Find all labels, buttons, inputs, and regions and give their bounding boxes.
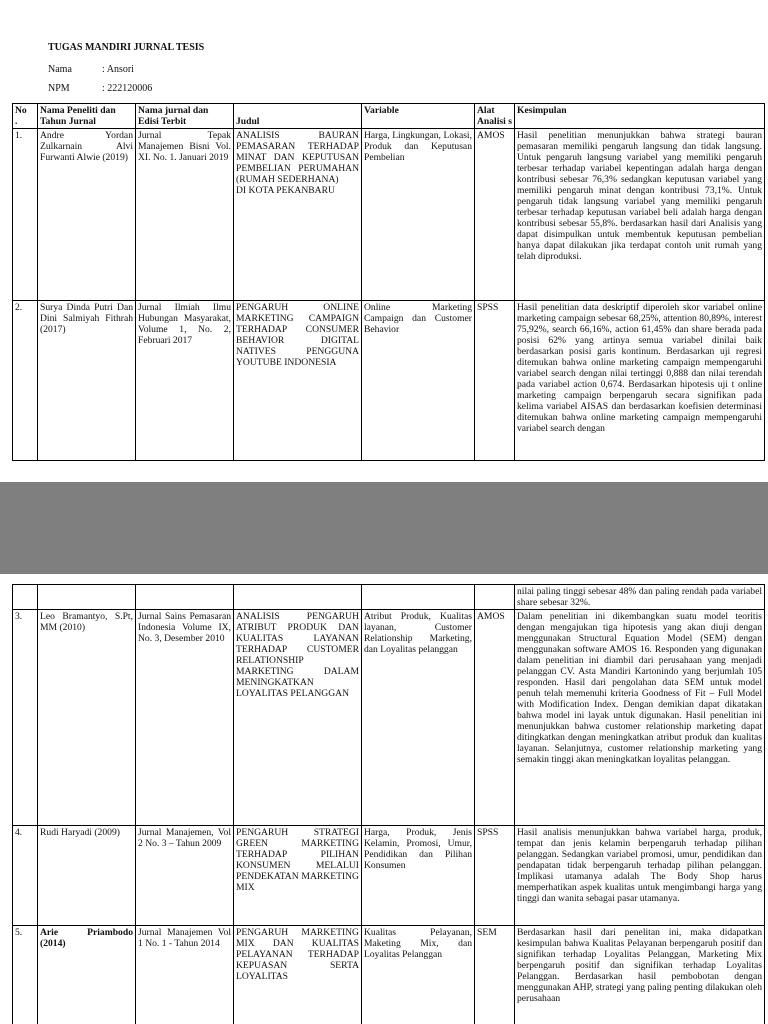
cell-judul: ANALISIS PENGARUH ATRIBUT PRODUK DAN KUALITAS LAYANAN TERHADAP CUSTOMER RELATIONSHIP MARKETING DALAM MENINGKATKAN LOYALITAS PELANGGAN — [234, 610, 362, 826]
cell-variable: Harga, Produk, Jenis Kelamin, Promosi, Umur, Pendidikan dan Pilihan Konsumen — [362, 826, 475, 926]
header-no: No . — [13, 104, 38, 129]
cell-jurnal: Jurnal Sains Pemasaran Indonesia Volume IX, No. 3, Desember 2010 — [136, 610, 234, 826]
table-row — [13, 301, 765, 461]
cell-peneliti: Arie Priambodo (2014) — [38, 926, 136, 1024]
name-label: Nama — [48, 64, 72, 75]
header-peneliti: Nama Peneliti dan Tahun Jurnal — [38, 104, 136, 129]
cell-kesimpulan: Berdasarkan hasil dari penelitan ini, maka didapatkan kesimpulan bahwa Kualitas Pelayanan berpengaruh positif dan signifikan terhadap Loyalitas Pelanggan, Marketing Mix berpengaruh positif dan signifikan terhadap Loyalitas Pelanggan. Berdasarkan hasil pembobotan dengan menggunakan AHP, strategi yang paling penting dilakukan oleh perusahaan — [515, 926, 765, 1024]
cell-judul: PENGARUH MARKETING MIX DAN KUALITAS PELAYANAN TERHADAP KEPUASAN SERTA LOYALITAS — [234, 926, 362, 1024]
cell-judul: ANALISIS BAURAN PEMASARAN TERHADAP MINAT DAN KEPUTUSAN PEMBELIAN PERUMAHAN (RUMAH SEDERHANA) DI KOTA PEKANBARU — [234, 129, 362, 301]
cell-judul: PENGARUH STRATEGI GREEN MARKETING TERHADAP PILIHAN KONSUMEN MELALUI PENDEKATAN MARKETING MIX — [234, 826, 362, 926]
cell-no: 1. — [13, 129, 38, 301]
header-kesimpulan: Kesimpulan — [515, 104, 765, 129]
table-row — [13, 610, 765, 826]
table-row — [13, 926, 765, 1024]
header-jurnal: Nama jurnal dan Edisi Terbit — [136, 104, 234, 129]
cell-alat: SPSS — [475, 826, 515, 926]
table-header-row — [13, 104, 765, 129]
cell-jurnal: Jurnal Manajemen, Vol 2 No. 3 – Tahun 2009 — [136, 826, 234, 926]
journal-table-page-2 — [12, 584, 765, 1024]
document-title: TUGAS MANDIRI JURNAL TESIS — [48, 42, 205, 53]
cell-kesimpulan: Hasil penelitian data deskriptif diperoleh skor variabel online marketing campaign sebesar 68,25%, attention 80,89%, interest 75,92%, search 66,16%, action 61,45% dan share berada pada posisi 62% yang artinya semua variabel dinilai baik berdasarkan posisi garis kontinum. Berdasarkan uji regresi ditemukan bahwa online marketing campaign mempengaruhi variabel search dengan nilai tertinggi 0,888 dan nilai terendah pada variabel action 0,674. Berdasarkan hipotesis uji t online marketing campaign berpengaruh secara signifikan pada kelima variabel AISAS dan berdasarkan koefisien determinasi ditemukan bahwa online marketing campaign mempengaruhi variabel search dengan — [515, 301, 765, 461]
table-row-continued — [13, 585, 765, 610]
cell-variable: Atribut Produk, Kualitas layanan, Customer Relationship Marketing, dan Loyalitas pelanggan — [362, 610, 475, 826]
cell-variable: Online Marketing Campaign dan Customer Behavior — [362, 301, 475, 461]
table-row — [13, 826, 765, 926]
cell-peneliti: Rudi Haryadi (2009) — [38, 826, 136, 926]
name-value: : Ansori — [102, 64, 134, 75]
document-page-2 — [0, 574, 768, 1024]
cell-judul: PENGARUH ONLINE MARKETING CAMPAIGN TERHADAP CONSUMER BEHAVIOR DIGITAL NATIVES PENGGUNA YOUTUBE INDONESIA — [234, 301, 362, 461]
cell-peneliti: Andre Yordan Zulkarnain Alvi Furwanti Alwie (2019) — [38, 129, 136, 301]
npm-value: : 222120006 — [102, 83, 153, 94]
header-alat: Alat Analisi s — [475, 104, 515, 129]
document-page-1 — [0, 0, 768, 482]
cell-no: 3. — [13, 610, 38, 826]
cell-alat: AMOS — [475, 610, 515, 826]
cell-kesimpulan: Dalam penelitian ini dikembangkan suatu model teoritis dengan mengajukan tiga hipotesis yang akan diuji dengan menggunakan Structural Equation Model (SEM) dengan menggunakan software AMOS 16. Responden yang digunakan dalam penelitian ini diambil dari perusahaan yang menjadi pelanggan CV. Asta Mandiri Kartonindo yang berjumlah 105 responden. Hasil dari pengolahan data SEM untuk model penuh telah memenuhi kriteria Goodness of Fit – Full Model with Modification Index. Dengan demikian dapat dikatakan bahwa model ini layak untuk digunakan. Hasil penelitian ini menunjukkan bahwa customer relationship marketing dapat ditingkatkan dengan meningkatkan atribut produk dan kualitas layanan. Selanjutnya, customer relationship marketing yang semakin tinggi akan meningkatkan loyalitas pelanggan. — [515, 610, 765, 826]
header-judul: Judul — [234, 104, 362, 129]
cell-kesimpulan: Hasil analisis menunjukkan bahwa variabel harga, produk, tempat dan jenis kelamin berpengaruh terhadap pilihan pelanggan. Sedangkan variabel promosi, umur, pendidikan dan pendapatan tidak berpengaruh terhadap pilihan pelanggan. Implikasi utamanya adalah The Body Shop harus memperhatikan aspek kualitas untuk mengimbangi harga yang tinggi dan wanita sebagai pasar utamanya. — [515, 826, 765, 926]
table-row — [13, 129, 765, 301]
cell-variable: Harga, Lingkungan, Lokasi, Produk dan Keputusan Pembelian — [362, 129, 475, 301]
cell-alat: SEM — [475, 926, 515, 1024]
cell-peneliti: Leo Bramantyo, S.Pt, MM (2010) — [38, 610, 136, 826]
journal-table-page-1 — [12, 103, 765, 461]
cell-kesimpulan: Hasil penelitian menunjukkan bahwa strategi bauran pemasaran memiliki pengaruh langsung dan tidak langsung. Untuk pengaruh langsung variabel yang memiliki pengaruh terbesar terhadap variabel kepentingan adalah harga dengan kontribusi sebesar 76,3% sedangkan keputusan variabel yang memiliki pengaruh minat dengan kontribusi 73,1%. Untuk pengaruh tidak langsung variabel yang memiliki pengaruh terbesar terhadap keputusan variabel beli adalah harga dengan kontribusi sebesar 55,8%. berdasarkan hasil dari Analisis yang dapat disimpulkan untuk membentuk keputusan pembelian hanya dapat dilakukan jika terdapat contoh unit rumah yang telah diproduksi. — [515, 129, 765, 301]
npm-label: NPM — [48, 83, 70, 94]
cell-variable: Kualitas Pelayanan, Maketing Mix, dan Loyalitas Pelanggan — [362, 926, 475, 1024]
cell-no: 2. — [13, 301, 38, 461]
cell-alat: SPSS — [475, 301, 515, 461]
cell-no: 5. — [13, 926, 38, 1024]
cell-peneliti: Surya Dinda Putri Dan Dini Salmiyah Fithrah (2017) — [38, 301, 136, 461]
cell-jurnal: Jurnal Manajemen Vol 1 No. 1 - Tahun 2014 — [136, 926, 234, 1024]
header-variable: Variable — [362, 104, 475, 129]
cell-alat: AMOS — [475, 129, 515, 301]
cell-no: 4. — [13, 826, 38, 926]
cell-kesimpulan-continued: nilai paling tinggi sebesar 48% dan paling rendah pada variabel share sebesar 32%. — [515, 585, 765, 610]
cell-jurnal: Jurnal Tepak Manajemen Bisni Vol. XI. No. 1. Januari 2019 — [136, 129, 234, 301]
cell-jurnal: Jurnal Ilmiah Ilmu Hubungan Masyarakat, Volume 1, No. 2, Februari 2017 — [136, 301, 234, 461]
